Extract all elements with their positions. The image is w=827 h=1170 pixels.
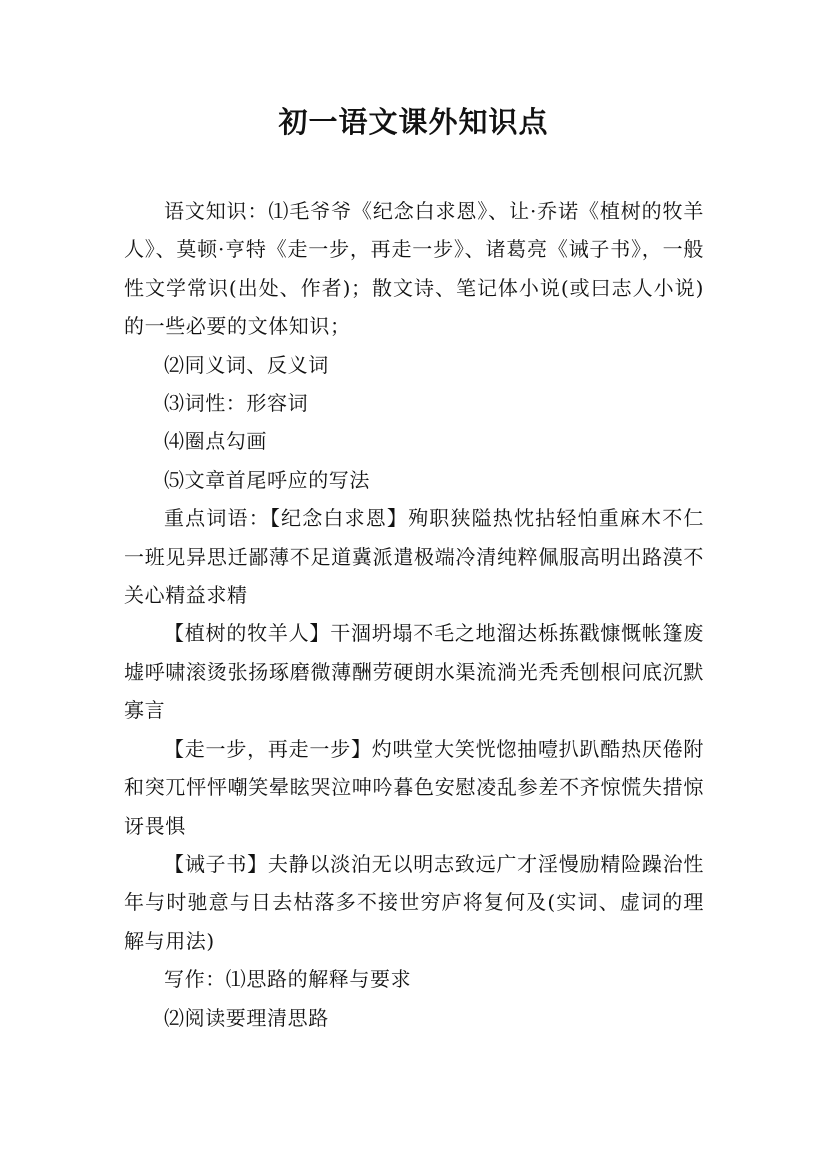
paragraph-writing-thought: 写作：⑴思路的解释与要求	[164, 967, 412, 992]
paragraph-key-words-shepherd: 【植树的牧羊人】干涸坍塌不毛之地溜达栎拣戳慷慨帐篷废墟呼啸滚烫张扬琢磨微薄酬劳硬朗水渠流淌光秃秃刨根问底沉默寡言	[124, 621, 704, 723]
document-title: 初一语文课外知识点	[278, 105, 549, 139]
paragraph-echo-writing: ⑸文章首尾呼应的写法	[164, 467, 370, 492]
paragraph-key-words-one-step: 【走一步，再走一步】灼哄堂大笑恍惚抽噎扒趴酷热厌倦附和突兀怦怦嘲笑晕眩哭泣呻吟暮色安慰凌乱参差不齐惊慌失措惊讶畏惧	[124, 736, 704, 838]
paragraph-language-knowledge: 语文知识：⑴毛爷爷《纪念白求恩》、让·乔诺《植树的牧羊人》、莫顿·亨特《走一步，再走一步》、诸葛亮《诫子书》，一般性文学常识(出处、作者)；散文诗、笔记体小说(或曰志人小说)的一些必要的文体知识；	[124, 199, 704, 339]
paragraph-annotation: ⑷圈点勾画	[164, 429, 267, 454]
paragraph-key-words-bethune: 重点词语：【纪念白求恩】殉职狭隘热忱拈轻怕重麻木不仁一班见异思迁鄙薄不足道冀派遣极端冷清纯粹佩服高明出路漠不关心精益求精	[124, 506, 704, 608]
paragraph-reading-thought: ⑵阅读要理清思路	[164, 1005, 329, 1030]
paragraph-synonyms-antonyms: ⑵同义词、反义词	[164, 352, 329, 377]
paragraph-key-words-admonition: 【诫子书】夫静以淡泊无以明志致远广才淫慢励精险躁治性年与时驰意与日去枯落多不接世穷庐将复何及(实词、虚词的理解与用法)	[124, 851, 704, 953]
document-body	[124, 192, 704, 1037]
paragraph-part-of-speech: ⑶词性：形容词	[164, 391, 309, 416]
